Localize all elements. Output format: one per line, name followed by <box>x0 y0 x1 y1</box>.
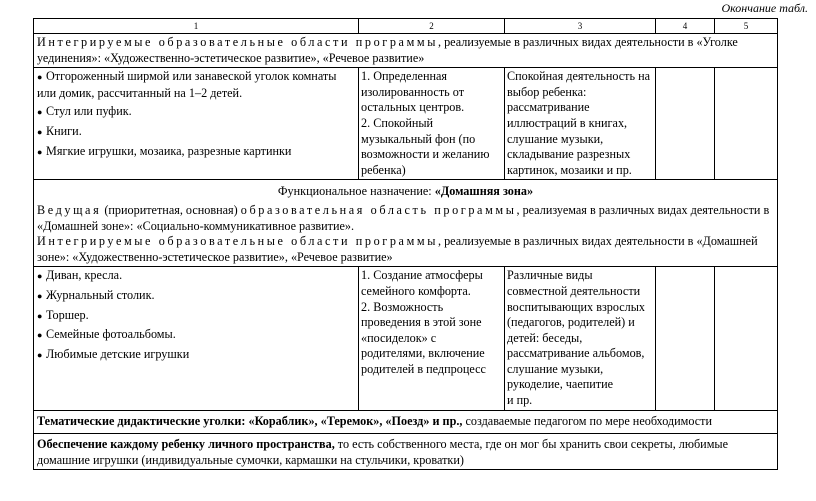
solitude-corner-row <box>34 68 778 180</box>
bullet-icon: ● <box>37 271 43 282</box>
table-caption: Окончание табл. <box>721 1 808 15</box>
integrated-areas-rest: , реализуемые в различных видах деятельности в «Уголке уединения»: «Художественно-эстетическое развитие», «Речевое развитие» <box>37 35 738 65</box>
bullet-icon: ● <box>37 126 43 137</box>
equipment-list <box>34 267 359 411</box>
bullet-icon: ● <box>37 310 43 321</box>
activities-cell: Различные виды совместной деятельности воспитывающих взрослых (педагогов, родителей) и детей: беседы, рассматривание альбомов, слушание музыки, рукоделие, чаепитие и пр. <box>505 267 656 411</box>
conditions-cell: 1. Создание атмосферы семейного комфорта. 2. Возможность проведения в этой зоне «посиделок» с родителями, включение родителей в педпроцесс <box>359 267 505 411</box>
thematic-corners-row <box>34 411 778 434</box>
bullet-icon: ● <box>37 72 43 83</box>
list-item: ● Журнальный столик. <box>37 288 355 305</box>
list-item: ● Семейные фотоальбомы. <box>37 327 355 344</box>
column-number: 2 <box>359 19 505 34</box>
empty-cell <box>656 267 715 411</box>
activities-cell: Спокойная деятельность на выбор ребенка: рассматривание иллюстраций в книгах, слушание музыки, складывание разрезных картинок, мозаики и пр. <box>505 68 656 180</box>
equipment-list <box>34 68 359 180</box>
integrated-areas: Интегрируемые образовательные области программы, реализуемые в различных видах деятельности в «Домашней зоне»: «Художественно-эстетическое развитие», «Речевое развитие» <box>37 234 758 264</box>
conditions-cell: 1. Определенная изолированность от остальных центров. 2. Спокойный музыкальный фон (по возможности и желанию ребенка) <box>359 68 505 180</box>
leading-area: Ведущая (приоритетная, основная) образовательная область программы, реализуемая в различных видах деятельности в «Домашней зоне»: «Социально-коммуникативное развитие». <box>37 202 770 233</box>
home-zone-header-row <box>34 180 778 267</box>
integrated-areas-heading: Интегрируемые образовательные области программы <box>37 35 438 49</box>
personal-space-row <box>34 433 778 469</box>
personal-space: Обеспечение каждому ребенку личного пространства, то есть собственного места, где он мог бы хранить свои секреты, любимые домашние игрушки (индивидуальные сумочки, кармашки на стульчики, кроватки) <box>34 433 778 469</box>
column-number: 4 <box>656 19 715 34</box>
zone-name: «Домашняя зона» <box>434 184 534 199</box>
list-item: ● Отгороженный ширмой или занавеской уголок комнаты или домик, рассчитанный на 1–2 детей. <box>37 69 337 100</box>
home-zone-row <box>34 267 778 411</box>
empty-cell <box>715 267 778 411</box>
bullet-icon: ● <box>37 349 43 360</box>
empty-cell <box>656 68 715 180</box>
list-item: ● Диван, кресла. <box>37 268 355 285</box>
thematic-corners: Тематические дидактические уголки: «Кораблик», «Теремок», «Поезд» и пр., создаваемые педагогом по мере необходимости <box>34 411 778 434</box>
home-zone-description <box>34 180 778 267</box>
column-number: 3 <box>505 19 656 34</box>
column-number: 5 <box>715 19 778 34</box>
bullet-icon: ● <box>37 107 43 118</box>
column-number: 1 <box>34 19 359 34</box>
bullet-icon: ● <box>37 290 43 301</box>
functional-purpose: Функциональное назначение: «Домашняя зона» <box>277 184 534 199</box>
list-item: ● Книги. <box>37 124 355 141</box>
integrated-areas-row-solitude <box>34 34 778 68</box>
bullet-icon: ● <box>37 146 43 157</box>
list-item: ● Торшер. <box>37 308 355 325</box>
bullet-icon: ● <box>37 330 43 341</box>
zones-table <box>33 18 778 470</box>
list-item: ● Стул или пуфик. <box>37 104 355 121</box>
column-numbers-row <box>34 19 778 34</box>
empty-cell <box>715 68 778 180</box>
list-item: ● Любимые детские игрушки <box>37 347 355 364</box>
integrated-areas-text <box>34 34 778 68</box>
list-item: ● Мягкие игрушки, мозаика, разрезные картинки <box>37 144 355 161</box>
